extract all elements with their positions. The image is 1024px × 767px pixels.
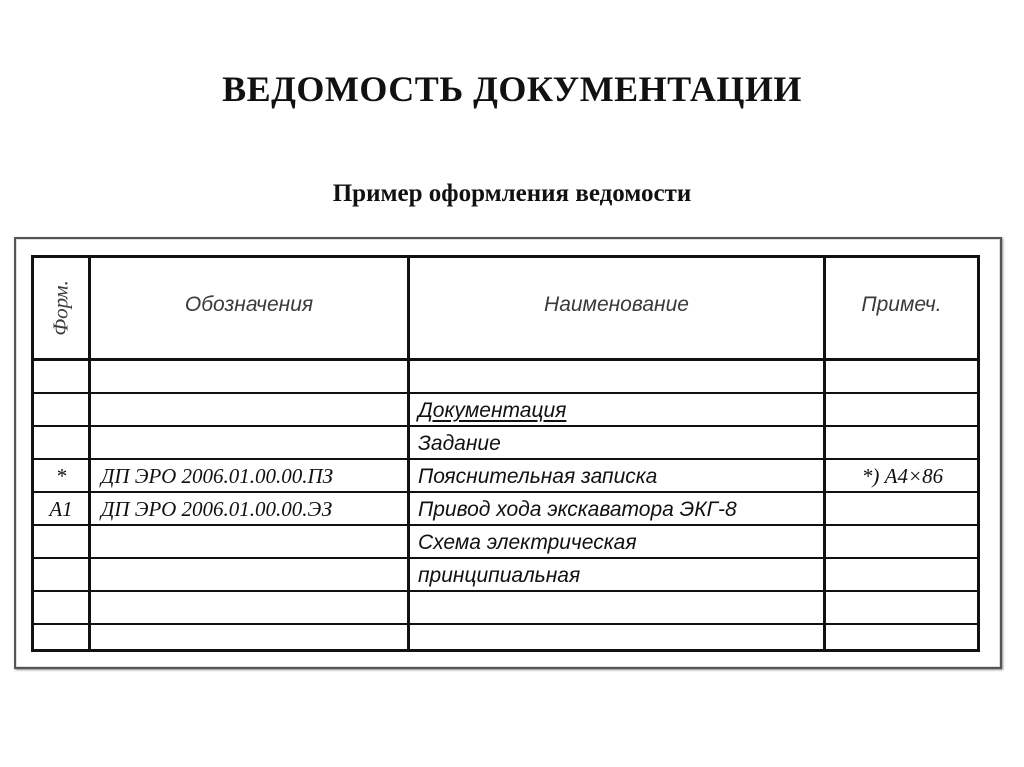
cell-designation	[90, 624, 409, 651]
table-row	[33, 393, 979, 426]
cell-format	[33, 360, 90, 394]
table-row	[33, 525, 979, 558]
header-format-label: Форм.	[48, 280, 73, 336]
slide-subtitle: Пример оформления ведомости	[332, 180, 692, 207]
cell-note	[825, 393, 979, 426]
cell-name: Схема электрическая	[409, 525, 825, 558]
table-row	[33, 426, 979, 459]
table-row	[33, 459, 979, 492]
cell-note	[825, 492, 979, 525]
cell-designation	[90, 525, 409, 558]
cell-designation: ДП ЭРО 2006.01.00.00.ЭЗ	[90, 492, 409, 525]
cell-name	[409, 393, 825, 426]
slide-title: ВЕДОМОСТЬ ДОКУМЕНТАЦИИ	[222, 69, 802, 109]
cell-name: Пояснительная записка	[409, 459, 825, 492]
cell-note	[825, 360, 979, 394]
table-row	[33, 624, 979, 651]
table-row	[33, 558, 979, 591]
cell-name: Задание	[409, 426, 825, 459]
table-row	[33, 591, 979, 624]
header-format	[33, 257, 90, 360]
cell-format	[33, 624, 90, 651]
cell-format	[33, 393, 90, 426]
cell-name: Привод хода экскаватора ЭКГ-8	[409, 492, 825, 525]
header-name	[409, 257, 825, 360]
cell-note	[825, 591, 979, 624]
header-designation	[90, 257, 409, 360]
cell-format	[33, 591, 90, 624]
cell-designation: ДП ЭРО 2006.01.00.00.ПЗ	[90, 459, 409, 492]
cell-designation	[90, 591, 409, 624]
cell-note	[825, 525, 979, 558]
table-header-row	[33, 257, 979, 360]
table-row	[33, 360, 979, 394]
cell-note	[825, 426, 979, 459]
cell-note: *) А4×86	[825, 459, 979, 492]
cell-designation	[90, 360, 409, 394]
cell-designation	[90, 558, 409, 591]
cell-format	[33, 525, 90, 558]
header-designation-label: Обозначения	[184, 292, 314, 316]
cell-note	[825, 624, 979, 651]
cell-designation	[90, 426, 409, 459]
cell-name	[409, 360, 825, 394]
section-heading-documentation: Документация	[418, 399, 567, 422]
cell-format: А1	[33, 492, 90, 525]
cell-format: *	[33, 459, 90, 492]
cell-format	[33, 558, 90, 591]
cell-name: принципиальная	[409, 558, 825, 591]
cell-name	[409, 624, 825, 651]
documentation-sheet-table	[31, 255, 980, 652]
header-note	[825, 257, 979, 360]
table-row	[33, 492, 979, 525]
cell-note	[825, 558, 979, 591]
header-note-label: Примеч.	[861, 292, 942, 316]
cell-designation	[90, 393, 409, 426]
header-name-label: Наименование	[544, 292, 689, 316]
cell-format	[33, 426, 90, 459]
cell-name	[409, 591, 825, 624]
